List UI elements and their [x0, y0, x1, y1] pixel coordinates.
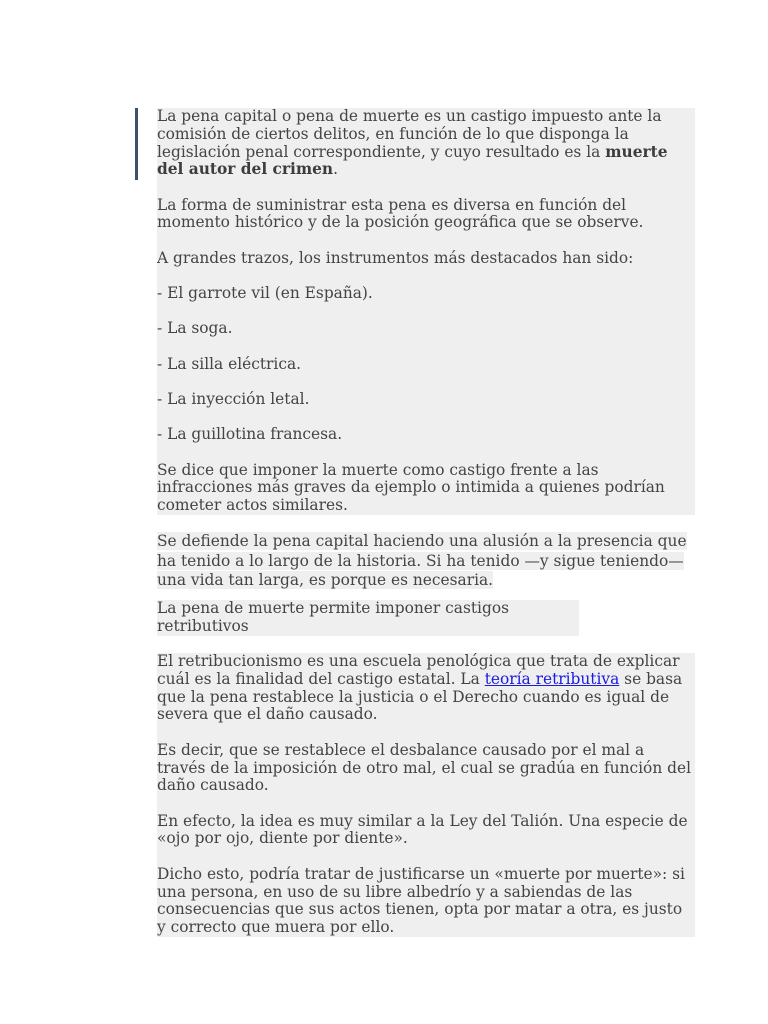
list-item: - La inyección letal. [157, 389, 310, 408]
paragraph: El retribucionismo es una escuela penológica que trata de explicar cuál es la finalidad del castigo estatal. La teoría retributiva se basa que la pena restablece la justicia o el Derecho cuando es igual de severa que el daño causado. [157, 652, 683, 724]
paragraph: Dicho esto, podría tratar de justificarse un «muerte por muerte»: si una persona, en uso de su libre albedrío y a sabiendas de las consecuencias que sus actos tienen, opta por matar a otra, es justo y correcto que muera por ello. [157, 864, 685, 937]
paragraph: Se dice que imponer la muerte como castigo frente a las infracciones más graves da ejemplo o intimida a quienes podrían cometer actos similares. [157, 460, 665, 515]
retributive-theory-link[interactable]: teoría retributiva [484, 669, 620, 688]
paragraph: A grandes trazos, los instrumentos más destacados han sido: [157, 248, 634, 267]
paragraph: Es decir, que se restablece el desbalance causado por el mal a través de la imposición de otro mal, el cual se gradúa en función del daño causado. [157, 740, 692, 795]
blockquote-paragraph: La pena capital o pena de muerte es un castigo impuesto ante la comisión de ciertos delitos, en función de lo que disponga la legislación penal correspondiente, y cuyo resultado es la muerte del autor del crimen. [157, 107, 668, 179]
article-block-1 [157, 108, 695, 515]
list-item: - La guillotina francesa. [157, 425, 343, 444]
paragraph: En efecto, la idea es muy similar a la Ley del Talión. Una especie de «ojo por ojo, diente por diente». [157, 811, 688, 848]
list-item: - La silla eléctrica. [157, 354, 302, 373]
paragraph: La forma de suministrar esta pena es diversa en función del momento histórico y de la posición geográfica que se observe. [157, 195, 644, 232]
article-block-2 [157, 653, 695, 937]
list-item: - La soga. [157, 319, 233, 338]
section-heading: La pena de muerte permite imponer castigos retributivos [157, 600, 579, 636]
article-body [157, 108, 695, 937]
blockquote-bar [135, 108, 138, 180]
list-item: - El garrote vil (en España). [157, 284, 373, 303]
highlight-paragraph: Se defiende la pena capital haciendo una alusión a la presencia que ha tenido a lo largo de la historia. Si ha tenido —y sigue teniendo— una vida tan larga, es porque es necesaria. [157, 532, 687, 590]
bold-phrase: muerte del autor del crimen [157, 142, 668, 179]
